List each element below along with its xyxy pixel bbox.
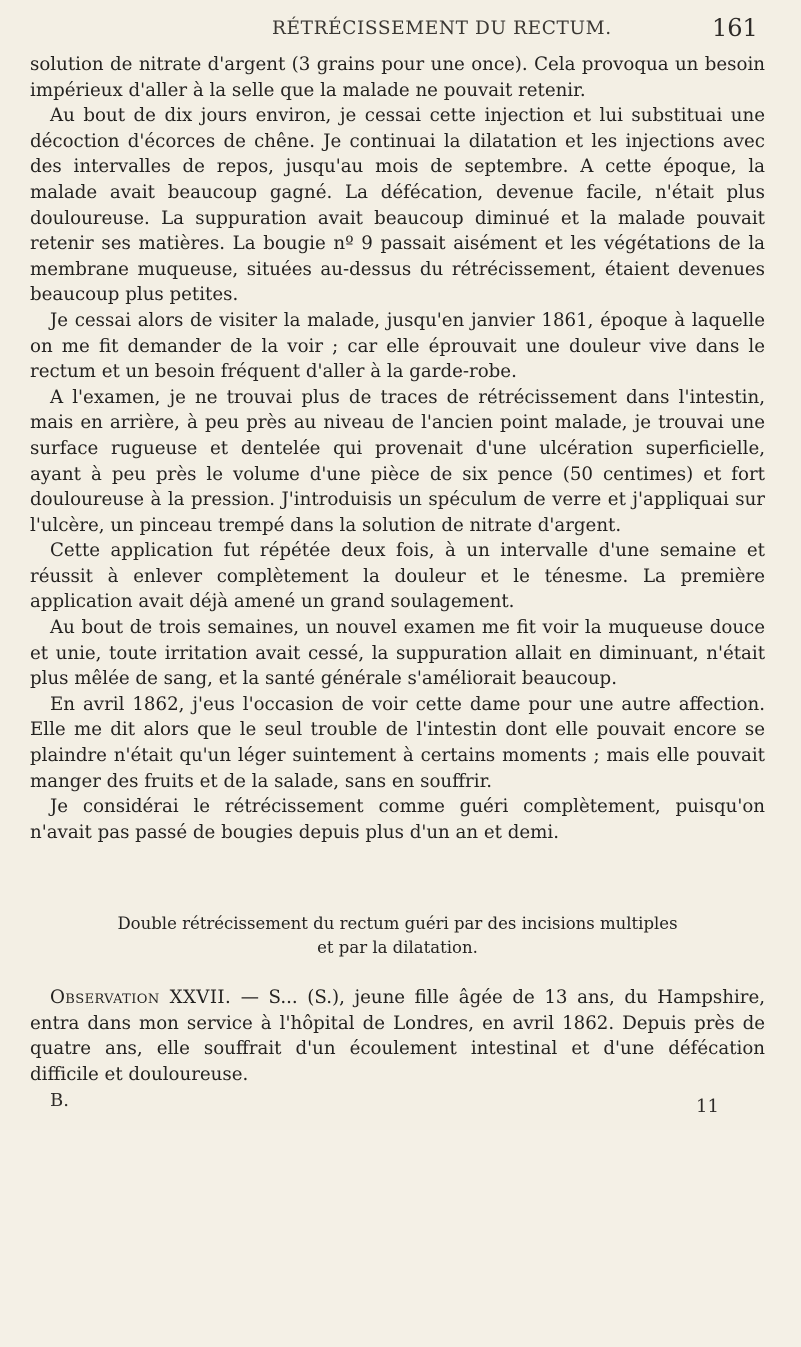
paragraph: Cette application fut répétée deux fois, à un intervalle d'une semaine et réussit à enlever complètement la douleur et le ténesme. La première application avait déjà amené un grand soulagement.	[30, 540, 765, 613]
observation	[30, 985, 765, 1087]
paragraph: solution de nitrate d'argent (3 grains pour une once). Cela provoqua un besoin impérieux d'aller à la selle que la malade ne pouvait retenir.	[30, 54, 765, 101]
bottom-margin	[0, 1130, 801, 1347]
sheet-number: 11	[696, 1096, 719, 1117]
section-title-line-2: et par la dilatation.	[317, 938, 478, 957]
signature-mark: B.	[50, 1090, 69, 1111]
paragraph: Je considérai le rétrécissement comme guéri complètement, puisqu'on n'avait pas passé de bougies depuis plus d'un an et demi.	[30, 796, 765, 843]
observation-text: — S... (S.), jeune fille âgée de 13 ans, du Hampshire, entra dans mon service à l'hôpital de Londres, en avril 1862. Depuis près de quatre ans, elle souffrait d'un écoulement intestinal et d'une défécation difficile et douloureuse.	[30, 987, 766, 1085]
section-title	[30, 912, 765, 960]
observation-label: Observation XXVII.	[50, 987, 232, 1008]
body-text	[30, 52, 765, 845]
paragraph: Au bout de trois semaines, un nouvel examen me fit voir la muqueuse douce et unie, toute irritation avait cessé, la suppuration allait en diminuant, n'était plus mêlée de sang, et la santé générale s'améliorait beaucoup.	[30, 617, 765, 690]
page-number: 161	[712, 14, 758, 42]
section-title-line-1: Double rétrécissement du rectum guéri par des incisions multiples	[117, 914, 678, 933]
running-title: RÉTRÉCISSEMENT DU RECTUM.	[272, 18, 612, 39]
page-header	[0, 14, 801, 44]
paragraph: Je cessai alors de visiter la malade, jusqu'en janvier 1861, époque à laquelle on me fit demander de la voir ; car elle éprouvait une douleur vive dans le rectum et un besoin fréquent d'aller à la garde-robe.	[30, 309, 765, 383]
paragraph: En avril 1862, j'eus l'occasion de voir cette dame pour une autre affection. Elle me dit alors que le seul trouble de l'intestin dont elle pouvait encore se plaindre n'était qu'un léger suintement à certains moments ; mais elle pouvait manger des fruits et de la salade, sans en souffrir.	[30, 693, 765, 792]
paragraph: A l'examen, je ne trouvai plus de traces de rétrécissement dans l'intestin, mais en arrière, à peu près au niveau de l'ancien point malade, je trouvai une surface rugueuse et dentelée qui provenait d'une ulcération superficielle, ayant à peu près le volume d'une pièce de six pence (50 centimes) et fort douloureuse à la pression. J'introduisis un spéculum de verre et j'appliquai sur l'ulcère, un pinceau trempé dans la solution de nitrate d'argent.	[30, 386, 765, 536]
paragraph: Au bout de dix jours environ, je cessai cette injection et lui substituai une décoction d'écorces de chêne. Je continuai la dilatation et les injections avec des intervalles de repos, jusqu'au mois de septembre. A cette époque, la malade avait beaucoup gagné. La défécation, devenue facile, n'était plus douloureuse. La suppuration avait beaucoup diminué et la malade pouvait retenir ses matières. La bougie nº 9 passait aisément et les végétations de la membrane muqueuse, situées au-dessus du rétrécissement, étaient devenues beaucoup plus petites.	[30, 105, 765, 306]
observation-paragraph	[30, 985, 765, 1087]
